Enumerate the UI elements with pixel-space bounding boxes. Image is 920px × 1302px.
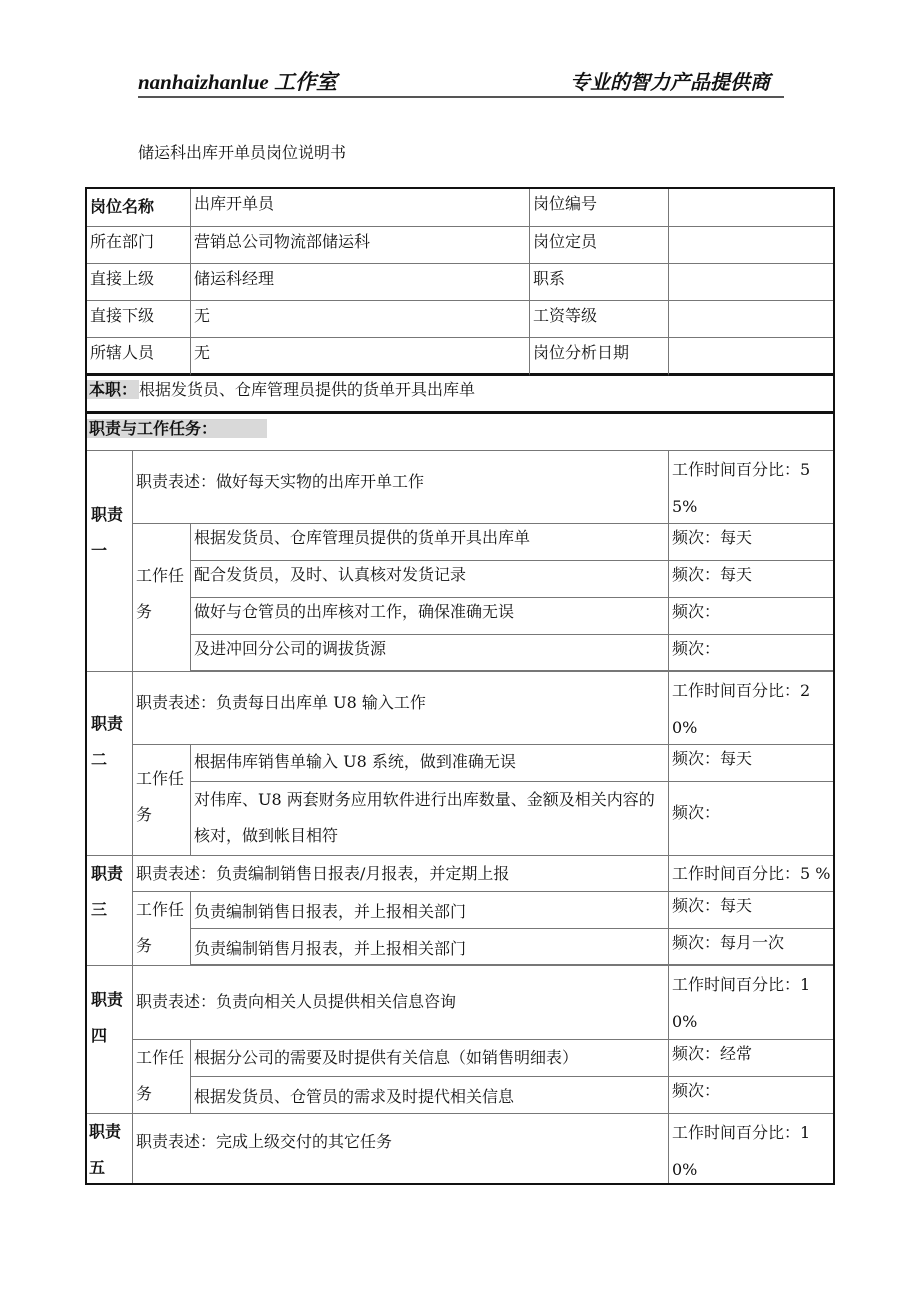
- duty-4-task-2: 根据发货员、仓管员的需求及时提代相关信息: [191, 1077, 669, 1114]
- duty-5-name: 职责五: [87, 1114, 133, 1183]
- label-position-name: 岗位名称: [87, 189, 191, 227]
- duty-5-time-pct: 工作时间百分比：10%: [672, 1123, 811, 1179]
- value-department: 营销总公司物流部储运科: [191, 227, 530, 264]
- value-direct-subordinate: 无: [191, 301, 530, 338]
- duty-2-task-1-freq: 频次：每天: [669, 745, 833, 782]
- duty-4-task-2-freq: 频次：: [669, 1077, 833, 1114]
- duty-1-task-1-freq: 频次：每天: [669, 524, 833, 561]
- duty-3-task-2: 负责编制销售月报表，并上报相关部门: [191, 929, 669, 966]
- duty-4-task-1: 根据分公司的需要及时提供有关信息（如销售明细表）: [191, 1040, 669, 1077]
- value-salary-grade: [669, 301, 833, 338]
- label-staff-under: 所辖人员: [87, 338, 191, 376]
- duty-2-name: 职责二: [87, 672, 133, 856]
- duty-2-time-pct: 工作时间百分比：20%: [669, 672, 833, 745]
- duty-3-time-pct: 工作时间百分比：5 %: [669, 856, 833, 892]
- duty-3-summary: 职责表述：负责编制销售日报表/月报表，并定期上报: [133, 856, 669, 892]
- duty-4-task-label: 工作任务: [133, 1040, 191, 1114]
- duty-3-task-1: 负责编制销售日报表，并上报相关部门: [191, 892, 669, 929]
- value-staff-under: 无: [191, 338, 530, 376]
- core-duty-row: [87, 376, 833, 414]
- duty-3-task-1-freq: 频次：每天: [669, 892, 833, 929]
- duty-1-task-4-freq: 频次：: [669, 635, 833, 672]
- value-position-code: [669, 189, 833, 227]
- document-title: 储运科出库开单员岗位说明书: [138, 143, 347, 162]
- duty-2-task-label: 工作任务: [133, 745, 191, 856]
- duty-5-summary: 职责表述：完成上级交付的其它任务: [133, 1114, 669, 1183]
- duties-header-row: [87, 414, 833, 451]
- value-headcount: [669, 227, 833, 264]
- duty-1-task-3: 做好与仓管员的出库核对工作，确保准确无误: [191, 598, 669, 635]
- duty-4-summary: 职责表述：负责向相关人员提供相关信息咨询: [133, 966, 669, 1040]
- duty-2-task-2: 对伟库、U8 两套财务应用软件进行出库数量、金额及相关内容的核对，做到帐目相符: [191, 782, 669, 856]
- value-job-family: [669, 264, 833, 301]
- label-analysis-date: 岗位分析日期: [530, 338, 669, 376]
- label-job-family: 职系: [530, 264, 669, 301]
- duty-2-task-2-freq: 频次：: [669, 782, 833, 856]
- header-studio-name: nanhaizhanlue 工作室: [138, 70, 337, 94]
- job-description-table: [85, 187, 835, 1185]
- duty-4-task-1-freq: 频次：经常: [669, 1040, 833, 1077]
- duty-3-name: 职责三: [87, 856, 133, 966]
- duty-1-task-2-freq: 频次：每天: [669, 561, 833, 598]
- label-position-code: 岗位编号: [530, 189, 669, 227]
- value-analysis-date: [669, 338, 833, 376]
- value-direct-superior: 储运科经理: [191, 264, 530, 301]
- label-department: 所在部门: [87, 227, 191, 264]
- duty-1-summary: 职责表述：做好每天实物的出库开单工作: [133, 451, 669, 524]
- label-headcount: 岗位定员: [530, 227, 669, 264]
- value-position-name: 出库开单员: [191, 189, 530, 227]
- duty-2-summary: 职责表述：负责每日出库单 U8 输入工作: [133, 672, 669, 745]
- page-header: [138, 64, 784, 98]
- duty-2-task-1: 根据伟库销售单输入 U8 系统，做到准确无误: [191, 745, 669, 782]
- header-tagline: 专业的智力产品提供商: [570, 70, 770, 94]
- label-direct-subordinate: 直接下级: [87, 301, 191, 338]
- duty-1-name: 职责一: [87, 451, 133, 672]
- duty-4-time-pct: 工作时间百分比：10%: [669, 966, 833, 1040]
- duty-1-task-4: 及进冲回分公司的调拔货源: [191, 635, 669, 672]
- duties-header: 职责与工作任务：: [87, 419, 267, 438]
- label-direct-superior: 直接上级: [87, 264, 191, 301]
- duty-1-task-3-freq: 频次：: [669, 598, 833, 635]
- core-duty-label: 本职：: [89, 380, 138, 399]
- duty-3-task-2-freq: 频次：每月一次: [669, 929, 833, 966]
- duty-1-time-pct: 工作时间百分比：55%: [669, 451, 833, 524]
- duty-1-task-label: 工作任务: [133, 524, 191, 672]
- duty-1-task-2: 配合发货员，及时、认真核对发货记录: [191, 561, 669, 598]
- duty-3-task-label: 工作任务: [133, 892, 191, 966]
- duty-4-name: 职责四: [87, 966, 133, 1114]
- label-salary-grade: 工资等级: [530, 301, 669, 338]
- duty-1-task-1: 根据发货员、仓库管理员提供的货单开具出库单: [191, 524, 669, 561]
- core-duty-text: 根据发货员、仓库管理员提供的货单开具出库单: [139, 380, 476, 399]
